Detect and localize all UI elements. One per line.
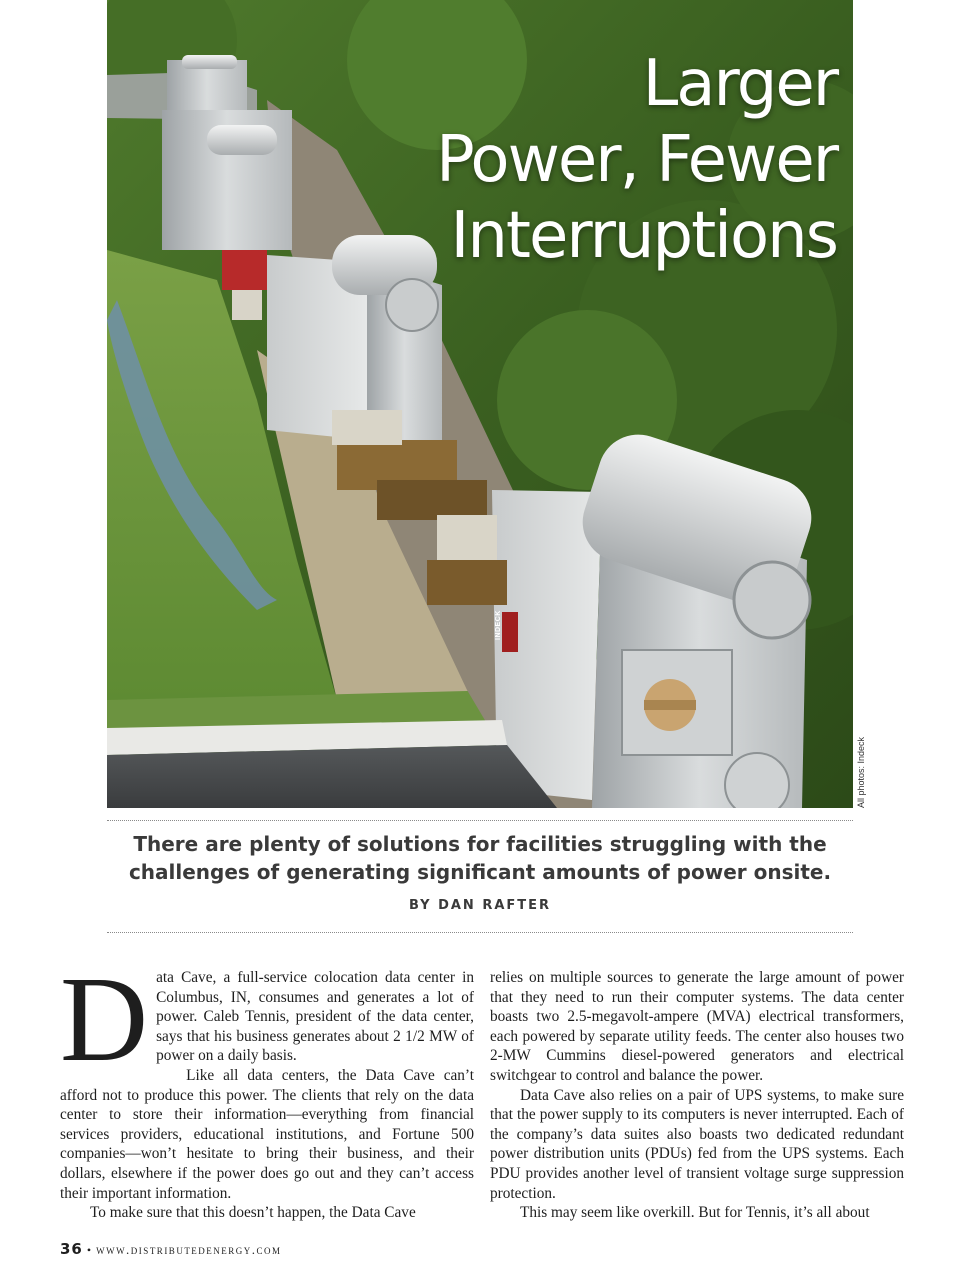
title-line-2: Power, Fewer — [436, 123, 837, 197]
footer-separator: • — [86, 1243, 93, 1257]
article-column-left — [60, 952, 474, 1223]
paragraph: This may seem like overkill. But for Tennis, it’s all about — [520, 1204, 870, 1222]
hero-photo — [107, 0, 853, 808]
article-deck: There are plenty of solutions for facilities struggling with the challenges of generating significant amounts of power onsite. — [128, 832, 832, 884]
drop-cap: D — [60, 952, 149, 1087]
paragraph: Data Cave also relies on a pair of UPS systems, to make sure that the power supply to its computers is never interrupted. Each of the company’s data suites also boasts two dedicated redundant power distribution units (PDUs) fed from the UPS systems. Each PDU provides another level of transient voltage surge suppression protection. — [490, 1086, 904, 1202]
byline: BY DAN RAFTER — [408, 898, 552, 913]
photo-credit: All photos: Indeck — [856, 736, 866, 808]
paragraph-text: ata Cave, a full-service colocation data center in Columbus, IN, consumes and generates a lot of power. Caleb Tennis, president of the data center, says that his business generates about 2 1/2 MW of power on a daily basis. — [156, 969, 474, 1065]
article-title — [397, 46, 837, 274]
divider-top — [107, 820, 853, 821]
title-line-3: Interruptions — [450, 199, 837, 273]
title-line-1: Larger — [642, 47, 837, 121]
paragraph: Like all data centers, the Data Cave can’t afford not to produce this power. The clients that rely on the data center to store their information—everything from financial services providers, educational institutions, and Fortune 500 companies—won’t hesitate to bring their business, and their dollars, elsewhere if the power does go out and they can’t access their important information. — [60, 1066, 474, 1202]
article-column-right — [490, 968, 904, 1223]
page-number: 36 — [60, 1240, 83, 1258]
paragraph — [60, 952, 474, 1087]
paragraph: To make sure that this doesn’t happen, the Data Cave — [90, 1204, 416, 1222]
footer-url: www.distributedenergy.com — [96, 1242, 282, 1257]
page-footer — [60, 1240, 282, 1258]
car-stencil-label: INDECK — [495, 610, 502, 640]
divider-bottom — [107, 932, 853, 933]
paragraph: relies on multiple sources to generate the large amount of power that they need to run their computer systems. The data center boasts two 2.5-megavolt-ampere (MVA) electrical transformers, each powered by separate utility feeds. The center also houses two 2-MW Cummins diesel-powered generators and electrical switchgear to control and balance the power. — [490, 969, 904, 1084]
